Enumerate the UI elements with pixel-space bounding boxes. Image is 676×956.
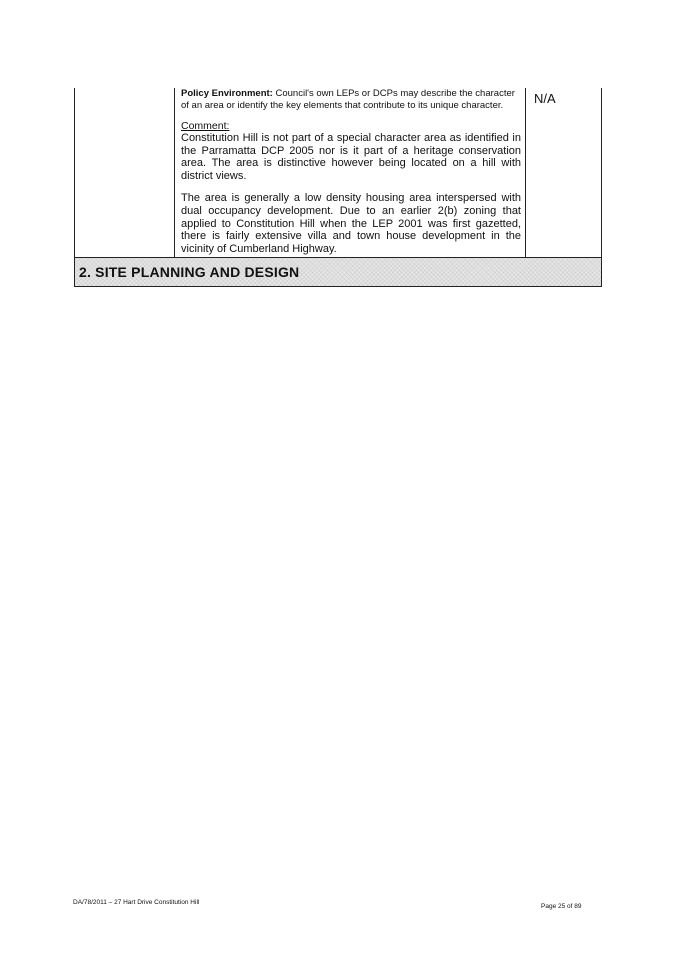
policy-environment (181, 88, 521, 111)
status-cell: N/A (534, 91, 556, 106)
empty-cell (75, 88, 175, 257)
comment-paragraph-2: The area is generally a low density housing area interspersed with dual occupancy development. Due to an earlier 2(b) zoning that applied to Constitution Hill when the LEP 2001 was first gazetted, there is fairly extensive villa and town house development in the vicinity of Cumberland Highway. (181, 192, 521, 255)
section-heading: 2. SITE PLANNING AND DESIGN (79, 264, 300, 281)
section-heading-bar (75, 257, 601, 286)
assessment-cell (175, 88, 526, 257)
footer-page-number: Page 25 of 89 (541, 903, 582, 910)
policy-text: Council's own LEPs or DCPs may describe the character of an area or identify the key elements that contribute to its unique character. (181, 88, 515, 111)
comment-label: Comment: (181, 120, 230, 132)
policy-label: Policy Environment: (181, 88, 273, 99)
assessment-table (74, 88, 602, 287)
comment-paragraph-1: Constitution Hill is not part of a special character area as identified in the Parramatta DCP 2005 nor is it part of a heritage conservation area. The area is distinctive however being located on a hill with district views. (181, 132, 521, 182)
table-row (75, 88, 601, 257)
footer-reference: DA/78/2011 – 27 Hart Drive Constitution Hill (73, 899, 200, 906)
